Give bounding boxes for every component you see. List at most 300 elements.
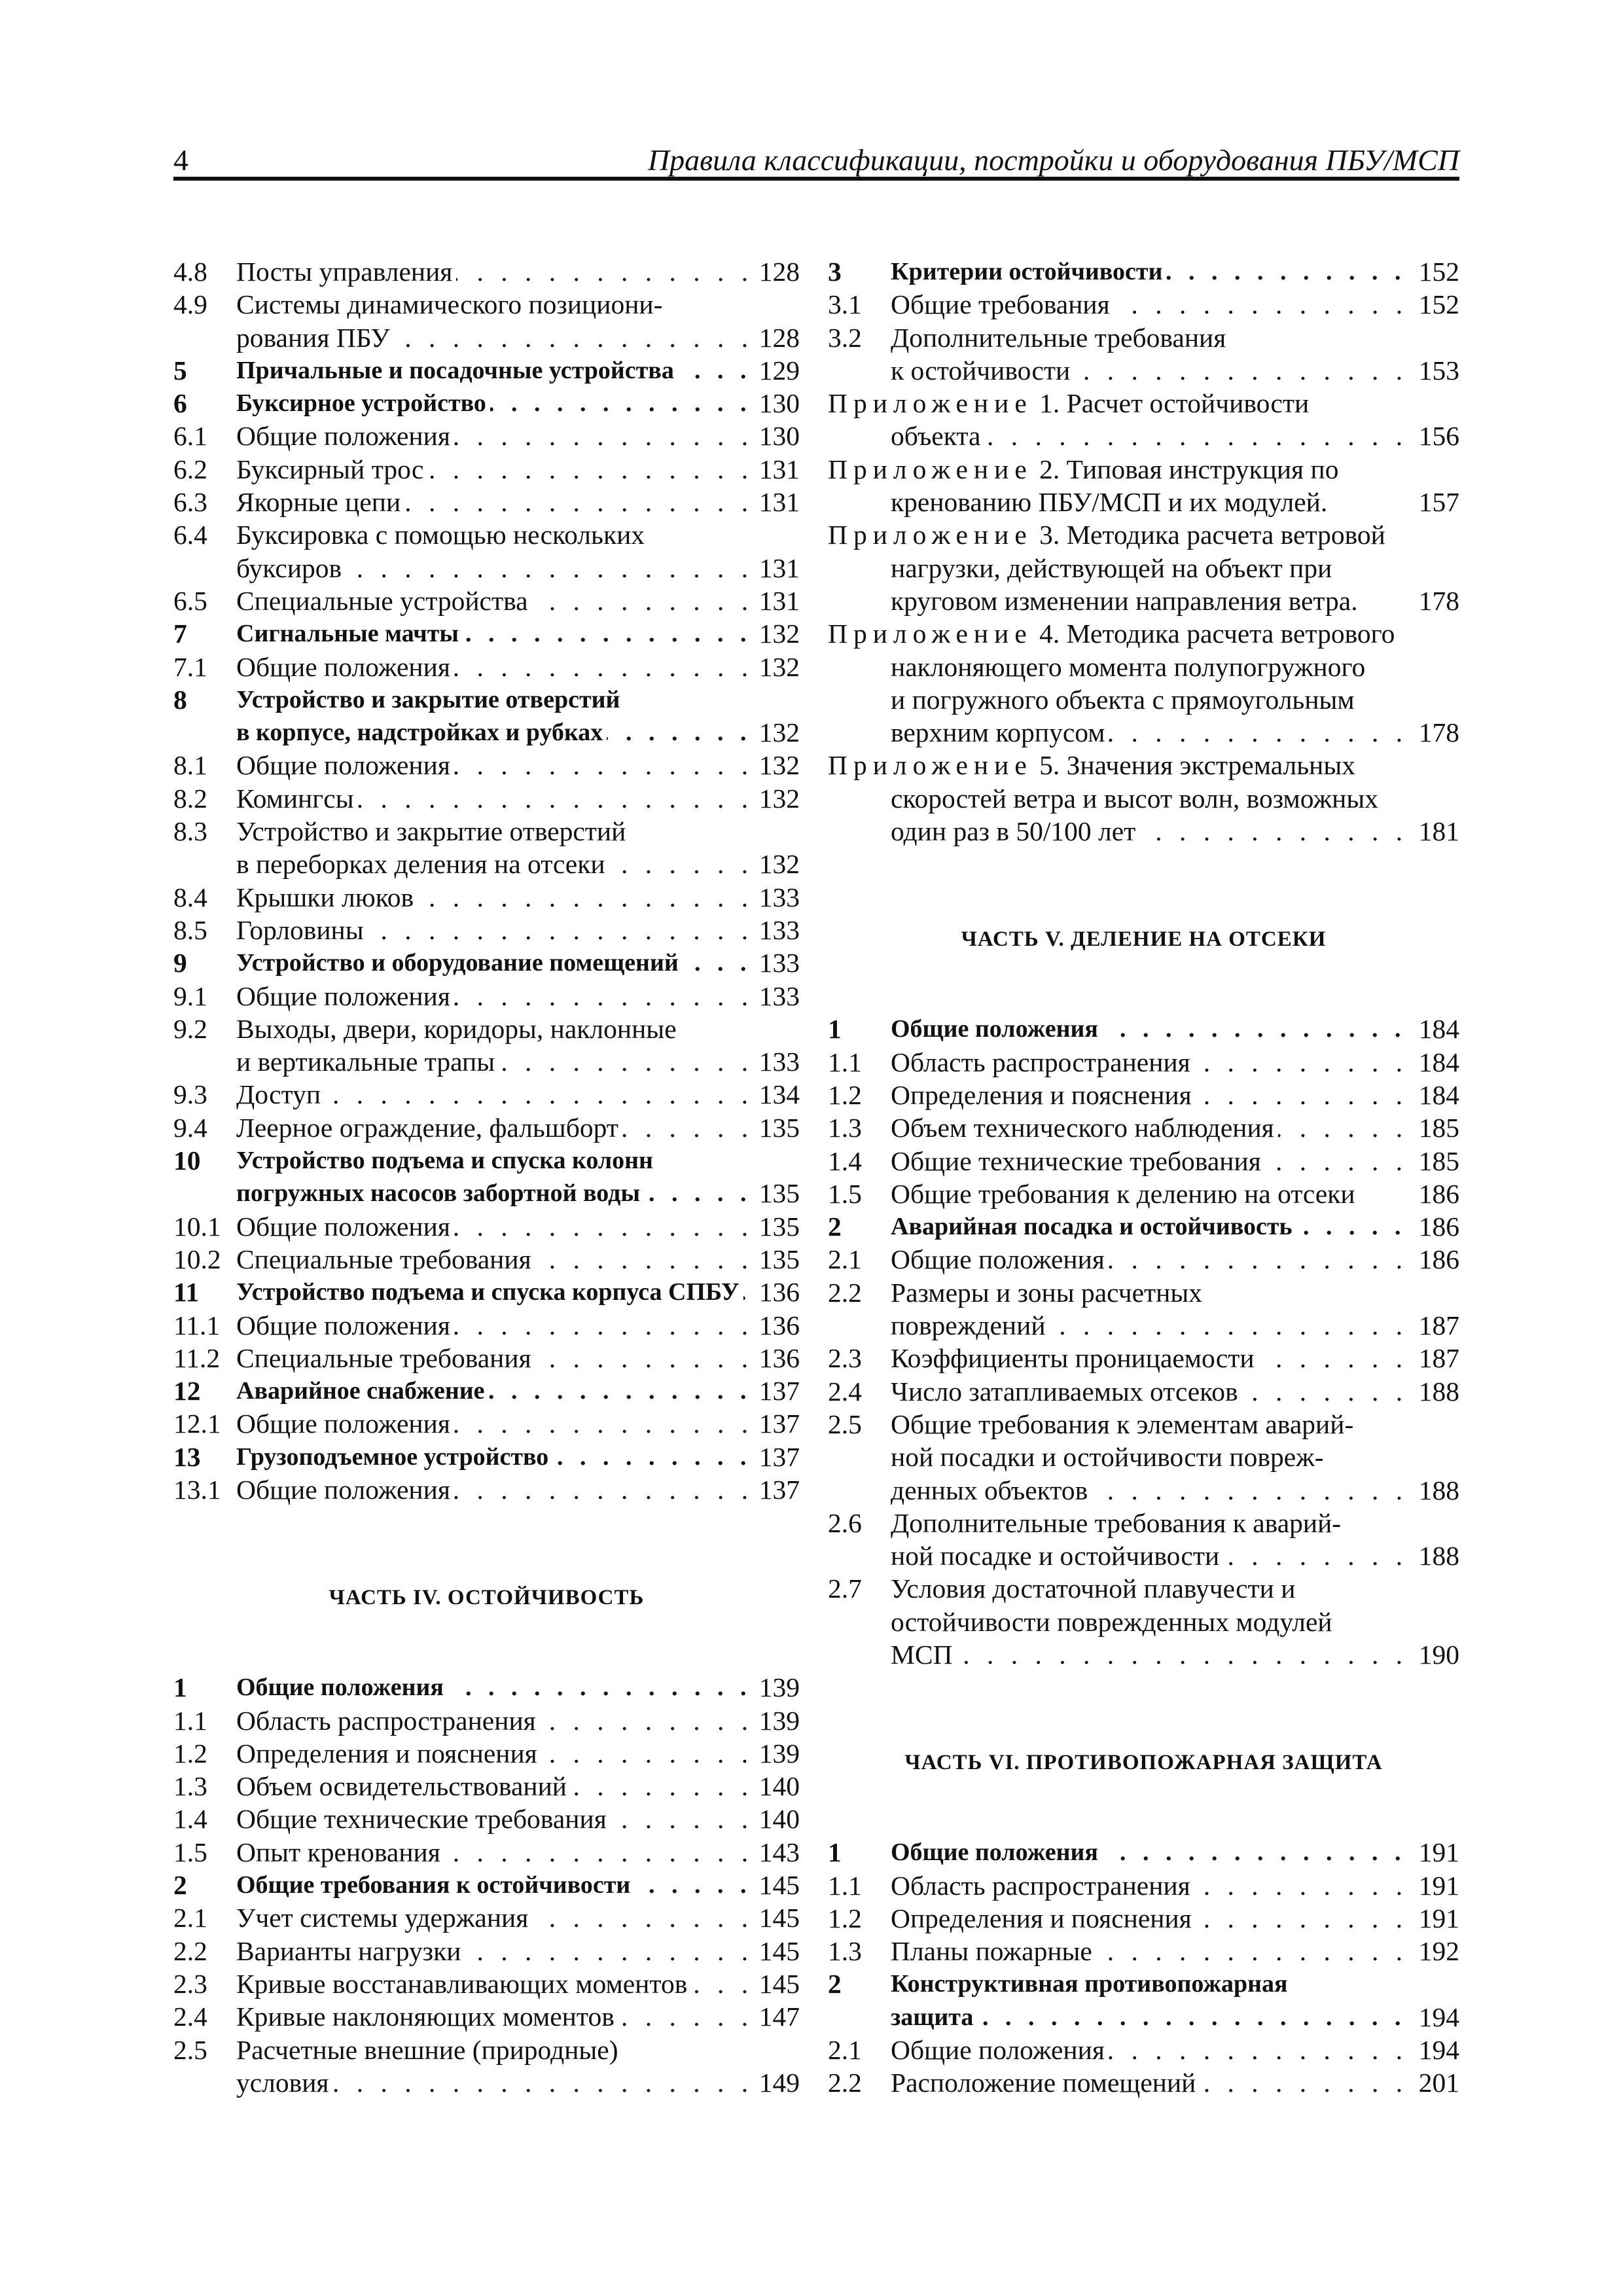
toc-entry: [828, 288, 1459, 321]
toc-entry: [173, 617, 800, 650]
entry-title: Буксировка с помощью нескольких: [236, 520, 649, 550]
entry-title: защита: [891, 2003, 977, 2031]
toc-entry: [173, 453, 800, 486]
toc-entry: [828, 1145, 1459, 1177]
toc-entry: [173, 1342, 800, 1374]
toc-entry: [828, 651, 1459, 683]
entry-title: Общие требования к остойчивости: [236, 1871, 634, 1899]
toc-entry: [173, 848, 800, 880]
entry-title-wrap: [891, 1079, 1408, 1111]
entry-title: Специальные устройства: [236, 586, 532, 616]
entry-title: Буксирное устройство: [236, 389, 490, 417]
entry-title: Общие требования: [891, 289, 1114, 319]
entry-title: ной посадки и остойчивости повреж-: [891, 1442, 1328, 1472]
appendix-title: [828, 453, 1459, 486]
toc-entry: [828, 1177, 1459, 1210]
entry-title: Сигнальные мачты: [236, 620, 463, 647]
page-ref: 135: [754, 1243, 800, 1276]
toc-entry: [828, 1902, 1459, 1935]
entry-title-wrap: [891, 1342, 1408, 1374]
page-ref: 132: [754, 617, 800, 650]
entry-number: 9.2: [173, 1013, 207, 1044]
toc-entry: [173, 288, 800, 321]
page-ref: 135: [754, 1111, 800, 1144]
entry-title: денных объектов: [891, 1475, 1092, 1505]
page-ref: 137: [754, 1441, 800, 1473]
entry-number: 11.2: [173, 1342, 221, 1373]
page-ref: 186: [1414, 1243, 1459, 1276]
toc-entry: [828, 617, 1459, 650]
spacer: [828, 1671, 1459, 1730]
entry-title: 2. Типовая инструкция по: [1033, 454, 1343, 484]
entry-title-wrap: [891, 782, 1459, 815]
part-heading: ЧАСТЬ VI. ПРОТИВОПОЖАРНАЯ ЗАЩИТА: [904, 1751, 1383, 1775]
toc-entry: [828, 683, 1459, 716]
entry-number: 1.1: [828, 1870, 862, 1901]
entry-title-wrap: [236, 486, 749, 518]
entry-number: 3.1: [828, 289, 862, 320]
entry-number: 1.2: [828, 1079, 862, 1110]
toc-entry: [828, 518, 1459, 551]
entry-title: повреждений: [891, 1310, 1050, 1340]
page-ref: 137: [754, 1473, 800, 1506]
toc-entry: [173, 2000, 800, 2033]
entry-title: Общие положения: [891, 1015, 1102, 1043]
entry-number: 11.1: [173, 1310, 221, 1340]
entry-title: Дополнительные требования к аварий-: [891, 1508, 1345, 1538]
entry-number: 9.1: [173, 980, 207, 1011]
page-ref: 184: [1414, 1046, 1459, 1079]
toc-entry: [828, 1210, 1459, 1243]
entry-title-wrap: [891, 1836, 1408, 1869]
page-ref: 191: [1414, 1902, 1459, 1935]
entry-title: Критерии остойчивости: [891, 258, 1166, 285]
entry-title-wrap: [236, 552, 749, 584]
entry-title-wrap: [891, 584, 1408, 617]
entry-title: нагрузки, действующей на объект при: [891, 553, 1336, 583]
toc-entry: [828, 815, 1459, 848]
toc-entry: [173, 1803, 800, 1835]
entry-number: 2: [173, 1870, 187, 1901]
entry-title: Горловины: [236, 915, 368, 945]
toc-entry: [828, 1046, 1459, 1079]
entry-title-wrap: [891, 1869, 1408, 1902]
entry-number: 5: [173, 355, 187, 386]
page-ref: 135: [754, 1210, 800, 1243]
page-ref: 152: [1414, 288, 1459, 321]
page-ref: 157: [1414, 486, 1459, 518]
toc-entry: [173, 1901, 800, 1934]
entry-title: остойчивости поврежденных модулей: [891, 1607, 1336, 1637]
entry-number: 8.5: [173, 914, 207, 945]
part-heading: ЧАСТЬ IV. ОСТОЙЧИВОСТЬ: [329, 1586, 645, 1610]
entry-title-wrap: [891, 2001, 1408, 2034]
toc-entry: [828, 1539, 1459, 1572]
page-ref: 149: [754, 2066, 800, 2099]
entry-title-wrap: [891, 1111, 1408, 1144]
entry-title-wrap: [236, 651, 749, 683]
page-ref: 136: [754, 1342, 800, 1374]
entry-number: 13: [173, 1441, 201, 1472]
entry-title-wrap: [236, 881, 749, 914]
page-ref: 185: [1414, 1111, 1459, 1144]
entry-number: 1.3: [828, 1113, 862, 1143]
entry-title-wrap: [236, 617, 749, 650]
toc-entry: [828, 1408, 1459, 1441]
entry-title-wrap: [891, 1935, 1408, 1967]
appendix-label: Приложение: [828, 750, 1033, 781]
entry-title: и погружного объекта с прямоугольным: [891, 685, 1359, 715]
page-ref: 133: [754, 1045, 800, 1078]
entry-number: 6: [173, 388, 187, 419]
entry-title: Общие положения: [236, 981, 454, 1011]
page-ref: 128: [754, 255, 800, 288]
entry-title: Кривые восстанавливающих моментов: [236, 1969, 691, 1999]
appendix-title: [828, 749, 1459, 781]
entry-title-wrap: [236, 1309, 749, 1342]
toc-entry: [828, 1572, 1459, 1605]
entry-number: 1: [828, 1837, 842, 1868]
entry-title-wrap: [891, 815, 1408, 848]
entry-title-wrap: [236, 1013, 800, 1045]
toc-entry: [173, 881, 800, 914]
toc-entry: [173, 1078, 800, 1111]
page-ref: 201: [1414, 2066, 1459, 2099]
entry-title-wrap: [891, 1474, 1408, 1507]
entry-title: 1. Расчет остойчивости: [1033, 388, 1313, 418]
entry-title-wrap: [236, 1935, 749, 1967]
page-ref: 136: [754, 1276, 800, 1308]
page-ref: 131: [754, 453, 800, 486]
page-ref: 134: [754, 1078, 800, 1111]
toc-list: [828, 1836, 1459, 2099]
toc-entry: [173, 1177, 800, 1210]
entry-title: Специальные требования: [236, 1343, 535, 1373]
entry-title: буксиров: [236, 553, 346, 583]
entry-title-wrap: [236, 716, 749, 749]
entry-number: 8.3: [173, 816, 207, 847]
entry-title: Устройство и оборудование помещений: [236, 949, 683, 977]
entry-title: Расчетные внешние (природные): [236, 2035, 622, 2065]
entry-title-wrap: [891, 420, 1408, 452]
entry-title-wrap: [891, 1902, 1408, 1935]
page-ref: 145: [754, 1935, 800, 1967]
toc-entry: [173, 1309, 800, 1342]
toc-entry: [173, 1671, 800, 1704]
entry-title: Аварийная посадка и остойчивость: [891, 1213, 1296, 1240]
toc-entry: [828, 1836, 1459, 1869]
toc-entry: [173, 914, 800, 946]
entry-title: Область распространения: [891, 1047, 1194, 1077]
entry-title: 4. Методика расчета ветрового: [1033, 619, 1399, 649]
entry-number: 1.3: [828, 1936, 862, 1967]
entry-title-wrap: [236, 848, 749, 880]
page-ref: 191: [1414, 1836, 1459, 1869]
toc-entry: [173, 716, 800, 749]
entry-title-wrap: [891, 1539, 1408, 1572]
entry-title: к остойчивости: [891, 355, 1074, 386]
spacer: [828, 848, 1459, 906]
toc-entry: [828, 1935, 1459, 1967]
toc-entry: [173, 321, 800, 354]
entry-number: 2.2: [173, 1935, 207, 1966]
entry-number: 10.1: [173, 1211, 221, 1242]
entry-number: 2.1: [828, 2035, 862, 2066]
entry-title-wrap: [236, 288, 800, 321]
entry-title: Планы пожарные: [891, 1936, 1096, 1966]
toc-entry: [828, 453, 1459, 486]
entry-title-wrap: [891, 288, 1408, 321]
entry-number: 2.1: [173, 1903, 207, 1933]
entry-title: Комингсы: [236, 783, 358, 814]
entry-title-wrap: [236, 1078, 749, 1111]
toc-entry: [828, 2001, 1459, 2034]
spacer: [173, 1506, 800, 1565]
toc-entry: [173, 1935, 800, 1967]
entry-title: круговом изменении направления ветра.: [891, 586, 1362, 616]
toc-entry: [828, 420, 1459, 452]
entry-title: Специальные требования: [236, 1244, 535, 1274]
page-ref: 181: [1414, 815, 1459, 848]
toc-entry: [828, 1342, 1459, 1374]
page-ref: 192: [1414, 1935, 1459, 1967]
entry-number: 1.4: [828, 1145, 862, 1176]
entry-number: 8.4: [173, 882, 207, 912]
page-ref: 140: [754, 1770, 800, 1803]
page-ref: 187: [1414, 1309, 1459, 1342]
page-ref: 145: [754, 1967, 800, 2000]
entry-title-wrap: [891, 1309, 1408, 1342]
entry-title-wrap: [236, 980, 749, 1013]
entry-title: Системы динамического позициони-: [236, 289, 666, 319]
entry-number: 2.2: [828, 2068, 862, 2098]
entry-title-wrap: [236, 914, 749, 946]
toc-entry: [173, 1243, 800, 1276]
entry-title-wrap: [891, 716, 1408, 749]
appendix-title: [828, 518, 1459, 551]
entry-title: Размеры и зоны расчетных: [891, 1278, 1206, 1308]
entry-title-wrap: [891, 1572, 1459, 1605]
toc-entry: [173, 420, 800, 452]
toc-entry: [828, 584, 1459, 617]
entry-title-wrap: [236, 782, 749, 815]
entry-title-wrap: [891, 1243, 1408, 1276]
entry-number: 11: [173, 1277, 200, 1308]
page-ref: 188: [1414, 1539, 1459, 1572]
entry-number: 9.3: [173, 1079, 207, 1110]
page-ref: 140: [754, 1803, 800, 1835]
entry-title-wrap: [891, 1967, 1459, 2000]
entry-title-wrap: [236, 1803, 749, 1835]
toc-entry: [828, 1309, 1459, 1342]
entry-number: 9.4: [173, 1112, 207, 1143]
entry-title-wrap: [891, 354, 1408, 387]
entry-title-wrap: [891, 683, 1459, 716]
entry-number: 2.4: [173, 2001, 207, 2032]
toc-entry: [173, 518, 800, 551]
page-ref: 194: [1414, 2034, 1459, 2066]
entry-title: Общие положения: [891, 2035, 1109, 2065]
entry-title-wrap: [236, 1441, 749, 1473]
toc-entry: [828, 1276, 1459, 1309]
entry-title-wrap: [891, 1408, 1459, 1441]
entry-title: Общие технические требования: [891, 1146, 1265, 1176]
entry-title-wrap: [891, 1210, 1408, 1243]
toc-entry: [173, 980, 800, 1013]
entry-title-wrap: [236, 2066, 749, 2099]
toc-entry: [173, 1836, 800, 1869]
entry-title: Аварийное снабжение: [236, 1377, 489, 1405]
toc-entry: [173, 387, 800, 420]
page-ref: 178: [1414, 716, 1459, 749]
page-ref: 139: [754, 1671, 800, 1704]
entry-title-wrap: [236, 815, 800, 848]
toc-entry: [828, 716, 1459, 749]
spacer: [173, 1630, 800, 1671]
entry-title: Устройство подъема и спуска колонн: [236, 1147, 657, 1174]
toc-entry: [828, 749, 1459, 781]
entry-title-wrap: [891, 1013, 1408, 1045]
entry-title: Общие положения: [891, 1244, 1109, 1274]
toc-entry: [173, 552, 800, 584]
entry-title-wrap: [236, 584, 749, 617]
toc-entry: [173, 2066, 800, 2099]
page-ref: 133: [754, 914, 800, 946]
entry-title: Причальные и посадочные устройства: [236, 357, 678, 384]
page-ref: 184: [1414, 1079, 1459, 1111]
entry-title-wrap: [236, 354, 749, 387]
page-ref: 129: [754, 354, 800, 387]
page-number: 4: [173, 143, 188, 177]
page-ref: 188: [1414, 1375, 1459, 1408]
entry-title: Доступ: [236, 1079, 325, 1109]
appendix-title: [828, 617, 1459, 650]
entry-title-wrap: [236, 1770, 749, 1803]
toc-entry: [828, 1243, 1459, 1276]
toc-entry: [173, 749, 800, 781]
entry-number: 10: [173, 1145, 201, 1176]
toc-list: [828, 255, 1459, 848]
entry-number: 6.3: [173, 487, 207, 518]
toc-entry: [173, 2034, 800, 2066]
entry-title-wrap: [236, 1111, 749, 1144]
entry-title-wrap: [236, 1704, 749, 1737]
entry-number: 2.2: [828, 1277, 862, 1308]
page-ref: 186: [1414, 1210, 1459, 1243]
entry-number: 6.4: [173, 520, 207, 550]
entry-title-wrap: [236, 1374, 749, 1407]
entry-title-wrap: [236, 1177, 749, 1210]
entry-title-wrap: [236, 1045, 749, 1078]
entry-title: Определения и пояснения: [891, 1903, 1196, 1933]
toc-entry: [828, 1605, 1459, 1638]
entry-title: Кривые наклоняющих моментов: [236, 2001, 618, 2032]
toc-entry: [828, 1869, 1459, 1902]
entry-title-wrap: [891, 1441, 1459, 1473]
entry-title: кренованию ПБУ/МСП и их модулей.: [891, 487, 1331, 517]
page-ref: 156: [1414, 420, 1459, 452]
entry-title: ной посадке и остойчивости: [891, 1541, 1223, 1571]
toc-entry: [173, 1737, 800, 1770]
page-ref: 153: [1414, 354, 1459, 387]
toc-entry: [173, 255, 800, 288]
toc-entry: [828, 1967, 1459, 2000]
entry-title: Общие положения: [891, 1839, 1102, 1866]
toc-entry: [173, 1441, 800, 1473]
entry-title: в переборках деления на отсеки: [236, 849, 609, 879]
page-ref: 133: [754, 946, 800, 979]
page-ref: 132: [754, 848, 800, 880]
toc-entry: [828, 1441, 1459, 1473]
entry-number: 3: [828, 257, 842, 287]
entry-number: 2.3: [173, 1968, 207, 1999]
entry-number: 7: [173, 619, 187, 649]
page-ref: 178: [1414, 584, 1459, 617]
toc-entry: [173, 354, 800, 387]
page-ref: 191: [1414, 1869, 1459, 1902]
entry-number: 8.2: [173, 783, 207, 814]
entry-title-wrap: [236, 321, 749, 354]
toc-entry: [828, 1474, 1459, 1507]
entry-number: 12.1: [173, 1408, 221, 1439]
toc-entry: [173, 946, 800, 979]
entry-title-wrap: [891, 1046, 1408, 1079]
entry-title-wrap: [891, 1638, 1408, 1671]
toc-list: [173, 1671, 800, 2099]
entry-title-wrap: [236, 387, 749, 420]
left-column: [173, 255, 800, 2099]
entry-title: Якорные цепи: [236, 487, 404, 517]
page-ref: 132: [754, 716, 800, 749]
page-ref: 130: [754, 387, 800, 420]
toc-entry: [828, 486, 1459, 518]
entry-number: 2: [828, 1969, 842, 2000]
appendix-label: Приложение: [828, 619, 1033, 649]
toc-list: [828, 1013, 1459, 1671]
toc-entry: [173, 486, 800, 518]
entry-title-wrap: [891, 1177, 1408, 1210]
page-ref: 131: [754, 584, 800, 617]
entry-number: 12: [173, 1376, 201, 1407]
entry-number: 1.5: [828, 1178, 862, 1209]
entry-title-wrap: [236, 1243, 749, 1276]
entry-number: 3.2: [828, 322, 862, 353]
entry-title: Общие технические требования: [236, 1804, 611, 1834]
toc-entry: [173, 815, 800, 848]
entry-title-wrap: [236, 1144, 800, 1177]
appendix-label: Приложение: [828, 388, 1033, 419]
entry-title-wrap: [236, 420, 749, 452]
entry-title: Условия достаточной плавучести и: [891, 1573, 1299, 1604]
entry-title: в корпусе, надстройках и рубках: [236, 719, 607, 746]
entry-title: Выходы, двери, коридоры, наклонные: [236, 1014, 681, 1044]
entry-title: Учет системы удержания: [236, 1903, 532, 1933]
entry-title-wrap: [236, 1967, 749, 2000]
entry-title-wrap: [236, 1836, 749, 1869]
entry-number: 10.2: [173, 1244, 221, 1274]
entry-title: и вертикальные трапы: [236, 1047, 499, 1077]
entry-title: Варианты нагрузки: [236, 1936, 465, 1966]
page-ref: 143: [754, 1836, 800, 1869]
toc-entry: [173, 1704, 800, 1737]
entry-title-wrap: [891, 2034, 1408, 2066]
entry-title: Расположение помещений: [891, 2068, 1200, 2098]
toc-entry: [173, 1869, 800, 1901]
toc-entry: [173, 1770, 800, 1803]
entry-title: Коэффициенты проницаемости: [891, 1343, 1258, 1373]
entry-title: Опыт кренования: [236, 1837, 444, 1867]
page-ref: 190: [1414, 1638, 1459, 1671]
